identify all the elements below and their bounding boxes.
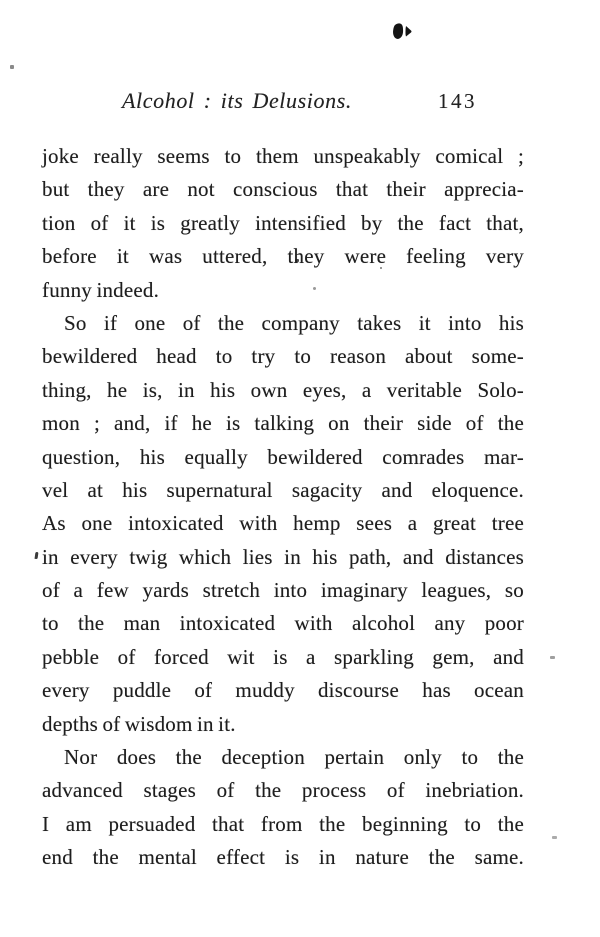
text-line: bewildered head to try to reason about some- bbox=[42, 344, 524, 369]
text-line: depths of wisdom in it. bbox=[42, 711, 236, 736]
running-head bbox=[42, 88, 524, 118]
text-line: Nor does the deception pertain only to the bbox=[64, 745, 524, 770]
text-line: I am persuaded that from the beginning to the bbox=[42, 811, 524, 836]
text-line: vel at his supernatural sagacity and eloquence. bbox=[42, 477, 524, 502]
text-line: to the man intoxicated with alcohol any poor bbox=[42, 611, 524, 636]
margin-speck bbox=[10, 65, 14, 69]
page-number: 143 bbox=[438, 89, 477, 113]
margin-comma-artifact bbox=[35, 552, 39, 559]
text-line: advanced stages of the process of inebriation. bbox=[42, 778, 524, 803]
body-text bbox=[42, 140, 524, 875]
text-line: end the mental effect is in nature the same. bbox=[42, 845, 524, 870]
text-line: thing, he is, in his own eyes, a veritable Solo- bbox=[42, 377, 524, 402]
margin-speck bbox=[550, 656, 555, 659]
text-line: So if one of the company takes it into his bbox=[64, 310, 524, 335]
text-line: but they are not conscious that their apprecia- bbox=[42, 177, 524, 202]
text-line: question, his equally bewildered comrades mar- bbox=[42, 444, 524, 469]
margin-speck bbox=[552, 836, 557, 839]
text-line: funny indeed. bbox=[42, 277, 160, 302]
text-line: every puddle of muddy discourse has ocean bbox=[42, 678, 524, 703]
text-line: of a few yards stretch into imaginary leagues, so bbox=[42, 578, 524, 603]
text-line: in every twig which lies in his path, and distances bbox=[42, 544, 524, 569]
text-line: pebble of forced wit is a sparkling gem, and bbox=[42, 644, 524, 669]
text-line: before it was uttered, they were feeling very bbox=[42, 244, 524, 269]
text-line: tion of it is greatly intensified by the fact that, bbox=[42, 210, 524, 235]
text-line: As one intoxicated with hemp sees a great tree bbox=[42, 511, 524, 536]
text-line: joke really seems to them unspeakably comical ; bbox=[42, 144, 524, 168]
running-title: Alcohol : its Delusions. bbox=[122, 88, 352, 113]
ink-blot-mark bbox=[392, 22, 414, 41]
text-line: mon ; and, if he is talking on their side of the bbox=[42, 411, 524, 436]
